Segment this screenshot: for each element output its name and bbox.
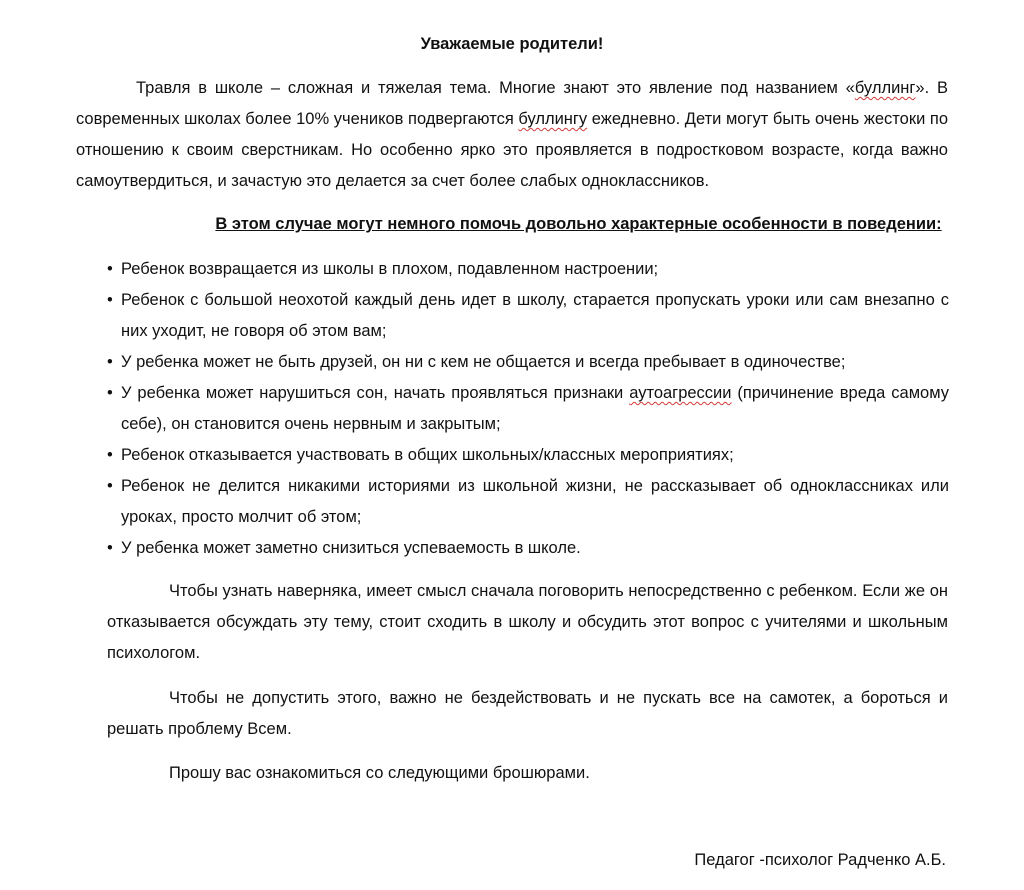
warning-signs-list [107, 254, 949, 564]
paragraph-act-now: Чтобы не допустить этого, важно не бездействовать и не пускать все на самотек, а бороться и решать проблему Всем. [107, 689, 948, 738]
list-item-text: Ребенок отказывается участвовать в общих школьных/классных мероприятиях; [121, 446, 734, 464]
list-item-text: Ребенок с большой неохотой каждый день идет в школу, старается пропускать уроки или сам внезапно с них уходит, не говоря об этом вам; [121, 291, 949, 340]
list-item-text-part2: (причинение вреда самому себе), он становится очень нервным и закрытым; [121, 384, 949, 433]
intro-text-part3: ежедневно. Дети могут быть очень жестоки по отношению к своим сверстникам. Но особенно ярко это проявляется в подростковом возрасте, когда важно самоутвердиться, и зачастую это делается за счет более слабых одноклассников. [76, 110, 948, 190]
document-title: Уважаемые родители! [420, 35, 604, 53]
list-item [107, 440, 949, 471]
list-item-text: Ребенок не делится никакими историями из школьной жизни, не рассказывает об одноклассниках или уроках, просто молчит об этом; [121, 477, 949, 526]
bullet-icon: • [107, 539, 113, 557]
list-item-text: У ребенка может не быть друзей, он ни с кем не общается и всегда пребывает в одиночестве; [121, 353, 846, 371]
list-item [107, 285, 949, 347]
spellcheck-word-autoagressii: аутоагрессии [629, 384, 732, 402]
bullet-icon: • [107, 384, 113, 402]
bullet-icon: • [107, 353, 113, 371]
intro-text-part1: Травля в школе – сложная и тяжелая тема. Многие знают это явление под названием « [136, 79, 855, 97]
list-item [107, 347, 949, 378]
spellcheck-word-bullingu: буллингу [518, 110, 588, 128]
list-item [107, 533, 949, 564]
spellcheck-word-bulling: буллинг [854, 79, 916, 97]
intro-text-part2: ». В современных школах более 10% учеников подвергаются [76, 79, 948, 128]
list-subheading: В этом случае могут немного помочь довольно характерные особенности в поведении: [215, 215, 942, 233]
list-item-text-part1: У ребенка может нарушиться сон, начать проявляться признаки [121, 384, 630, 402]
paragraph-brochures: Прошу вас ознакомиться со следующими брошюрами. [169, 764, 590, 782]
paragraph-talk-to-child: Чтобы узнать наверняка, имеет смысл сначала поговорить непосредственно с ребенком. Если же он отказывается обсуждать эту тему, стоит сходить в школу и обсудить этот вопрос с учителями и школьным психологом. [107, 582, 948, 662]
list-item [107, 378, 949, 440]
bullet-icon: • [107, 291, 113, 309]
list-item-text: Ребенок возвращается из школы в плохом, подавленном настроении; [121, 260, 659, 278]
bullet-icon: • [107, 477, 113, 495]
list-item-text: У ребенка может заметно снизиться успеваемость в школе. [121, 539, 581, 557]
intro-paragraph [76, 73, 948, 197]
bullet-icon: • [107, 446, 113, 464]
bullet-icon: • [107, 260, 113, 278]
signature-line: Педагог -психолог Радченко А.Б. [694, 851, 946, 869]
list-item [107, 471, 949, 533]
list-item [107, 254, 949, 285]
